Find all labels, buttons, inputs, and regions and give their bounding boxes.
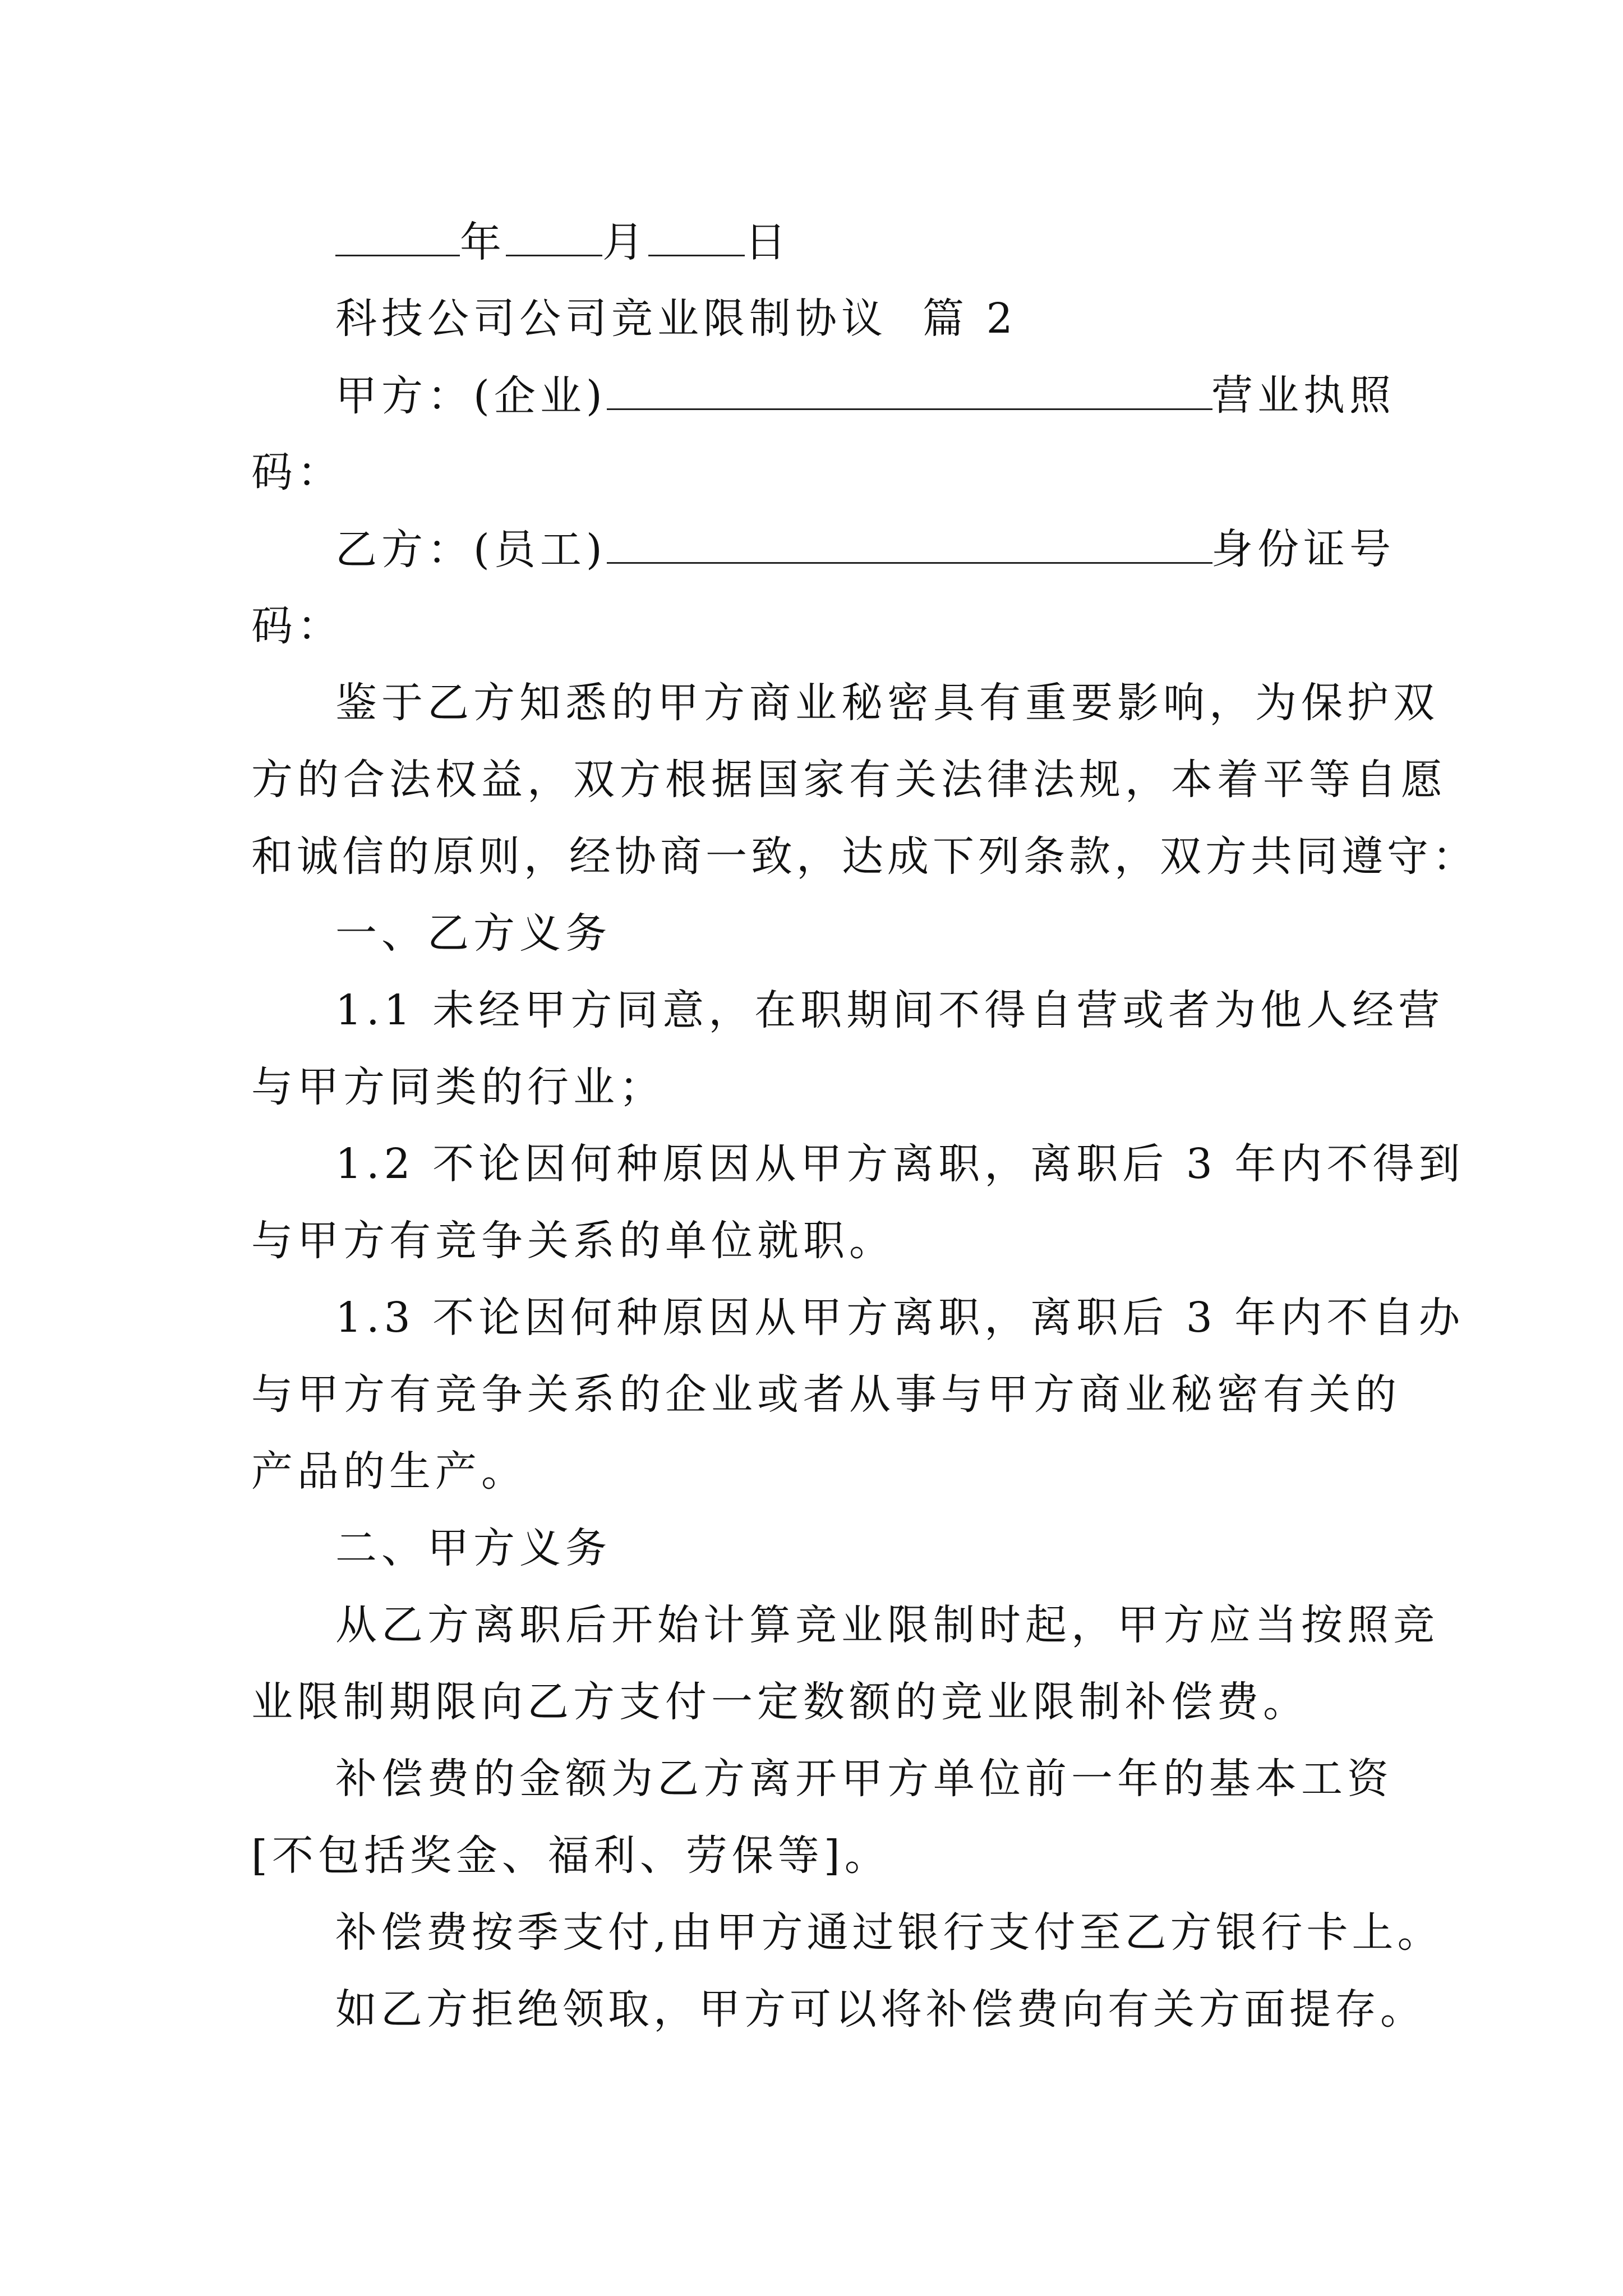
party-a-id-label: 营业执照 (1211, 371, 1395, 420)
day-blank[interactable] (648, 221, 745, 256)
payment-paragraph: 补偿费按季支付,由甲方通过银行支付至乙方银行卡上。 (335, 1908, 1443, 1957)
clause-1-1-line-2: 与甲方同类的行业； (251, 1063, 665, 1111)
month-unit: 月 (602, 218, 648, 266)
clause-1-2-line-2: 与甲方有竞争关系的单位就职。 (251, 1217, 895, 1265)
party-a-label: 甲方：(企业) (335, 372, 607, 420)
clause-1-3-line-3: 产品的生产。 (251, 1447, 527, 1496)
preamble-line-1: 鉴于乙方知悉的甲方商业秘密具有重要影响，为保护双 (335, 679, 1439, 727)
year-unit: 年 (460, 218, 506, 266)
party-a-name-blank[interactable] (607, 375, 1212, 410)
compensation-amount-line-2: [不包括奖金、福利、劳保等]。 (251, 1832, 891, 1880)
day-unit: 日 (745, 218, 791, 266)
compensation-start-line-1: 从乙方离职后开始计算竞业限制时起，甲方应当按照竞 (335, 1601, 1439, 1649)
clause-1-3-line-2: 与甲方有竞争关系的企业或者从事与甲方商业秘密有关的 (251, 1370, 1401, 1419)
date-line (335, 218, 791, 266)
party-b-label: 乙方：(员工) (335, 526, 607, 574)
refusal-paragraph: 如乙方拒绝领取，甲方可以将补偿费向有关方面提存。 (335, 1985, 1426, 2033)
compensation-amount-line-1: 补偿费的金额为乙方离开甲方单位前一年的基本工资 (335, 1755, 1393, 1803)
section-2-heading: 二、甲方义务 (335, 1524, 611, 1572)
clause-1-3-line-1: 1.3 不论因何种原因从甲方离职，离职后 3 年内不自办 (335, 1294, 1465, 1342)
document-title: 科技公司公司竞业限制协议 篇 2 (335, 295, 1017, 343)
month-blank[interactable] (506, 221, 602, 256)
preamble-line-2: 方的合法权益，双方根据国家有关法律法规，本着平等自愿 (251, 756, 1447, 804)
section-1-heading: 一、乙方义务 (335, 909, 611, 958)
party-b-name-blank[interactable] (607, 528, 1212, 564)
year-blank[interactable] (335, 221, 460, 256)
clause-1-1-line-1: 1.1 未经甲方同意，在职期间不得自营或者为他人经营 (335, 986, 1445, 1034)
party-a-line (335, 372, 1212, 420)
preamble-line-3: 和诚信的原则，经协商一致，达成下列条款，双方共同遵守： (251, 832, 1478, 881)
party-b-id-label: 身份证号 (1211, 525, 1395, 573)
party-b-line (335, 526, 1212, 574)
compensation-start-line-2: 业限制期限向乙方支付一定数额的竞业限制补偿费。 (251, 1678, 1309, 1726)
clause-1-2-line-1: 1.2 不论因何种原因从甲方离职，离职后 3 年内不得到 (335, 1140, 1465, 1188)
party-a-id-label-cont: 码： (251, 448, 343, 496)
party-b-id-label-cont: 码： (251, 602, 343, 650)
